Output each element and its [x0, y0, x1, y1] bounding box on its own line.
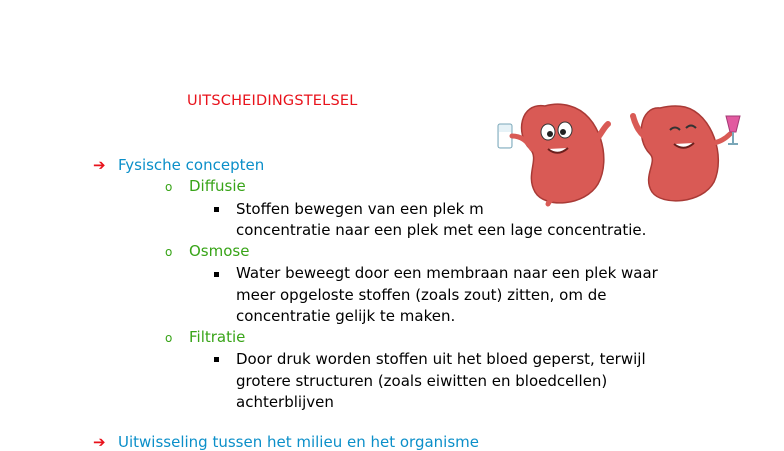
definition-line: Water beweegt door een membraan naar een plek waar: [236, 264, 658, 282]
square-bullet-icon: [214, 272, 219, 277]
definition-line: achterblijven: [236, 393, 334, 411]
definition-line: meer opgeloste stoffen (zoals zout) zitten, om de: [236, 286, 607, 304]
definition-line: concentratie gelijk te maken.: [236, 307, 456, 325]
definition-line: Stoffen bewegen van een plek m: [236, 200, 484, 218]
section-heading: Fysische concepten: [118, 156, 265, 174]
definition-line: grotere structuren (zoals eiwitten en bloedcellen): [236, 372, 608, 390]
circle-bullet-icon: o: [165, 245, 173, 259]
definition-line: Door druk worden stoffen uit het bloed geperst, terwijl: [236, 350, 646, 368]
square-bullet-icon: [214, 207, 219, 212]
arrow-right-icon: ➔: [93, 156, 106, 174]
kidney-cartoon-icon: [490, 94, 750, 209]
circle-bullet-icon: o: [165, 331, 173, 345]
definition-line: concentratie naar een plek met een lage concentratie.: [236, 221, 647, 239]
term-filtratie: Filtratie: [189, 328, 246, 346]
square-bullet-icon: [214, 357, 219, 362]
page-title: UITSCHEIDINGSTELSEL: [187, 93, 358, 109]
term-diffusie: Diffusie: [189, 177, 246, 195]
arrow-right-icon: ➔: [93, 433, 106, 451]
circle-bullet-icon: o: [165, 180, 173, 194]
term-osmose: Osmose: [189, 242, 250, 260]
section-heading: Uitwisseling tussen het milieu en het organisme: [118, 433, 479, 451]
